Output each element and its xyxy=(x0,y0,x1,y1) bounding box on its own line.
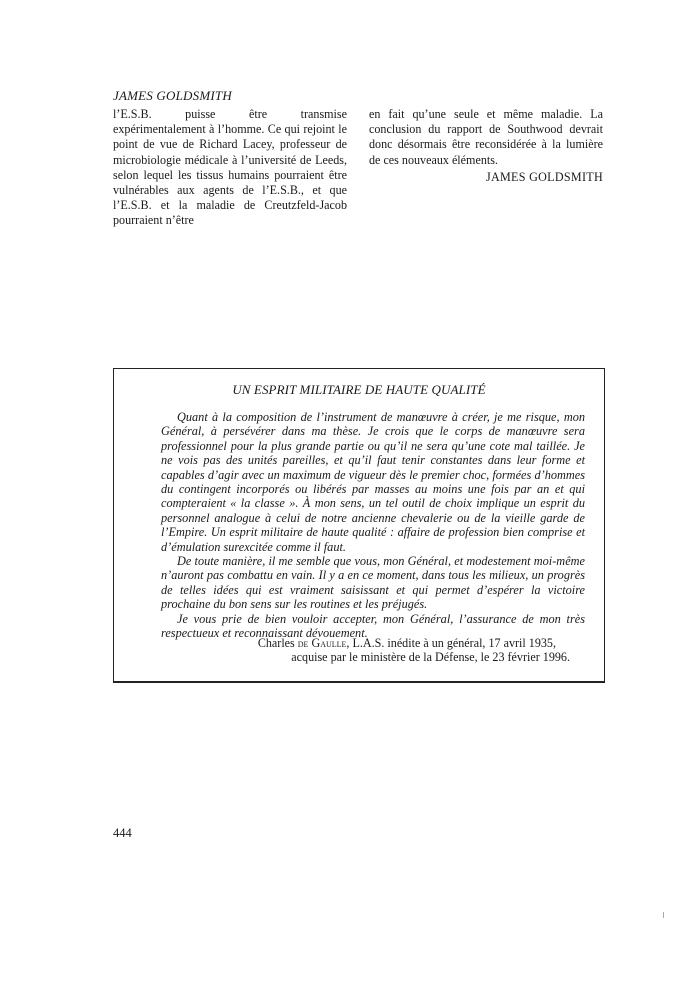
box-paragraph: Je vous prie de bien vouloir accepter, mon Général, l’assurance de mon très respectueux et reconnaissant dévouement. xyxy=(161,611,585,641)
citation-prefix: Charles xyxy=(257,636,298,650)
box-title: UN ESPRIT MILITAIRE DE HAUTE QUALITÉ xyxy=(232,382,486,397)
article-left-column xyxy=(113,107,347,229)
box-paragraph: De toute manière, il me semble que vous, mon Général, et modestement moi-même n’auront pas combattu en vain. Il y a en ce moment, dans tous les milieux, un progrès de telles idées qui est vraiment saisissant et qui permet d’espérer la victoire prochaine du bon sens sur les routines et les préjugés. xyxy=(161,554,585,612)
margin-mark xyxy=(663,912,664,918)
running-head: JAMES GOLDSMITH xyxy=(113,88,232,103)
box-paragraph: Quant à la composition de l’instrument de manœuvre à créer, je me risque, mon Général, à persévérer dans ma thèse. Je crois que le corps de manœuvre sera professionnel pour la plus grande partie ou qu’il ne sera qu’une cote mal taillée. Je ne vois pas des unités pareilles, et qu’il faut tenir constantes dans leur forme et capables d’agir avec un maximum de vigueur dès le premier choc, formées d’hommes du contingent incorporés ou libérés par masses au moins une fois par an et qui compteraient « la classe ». À mon sens, un tel outil de choix implique un esprit du personnel analogue à celui de notre ancienne chevalerie ou de la vieille garde de l’Empire. Un esprit militaire de haute qualité : affaire de profession bien comprise et d’émulation surexcitée comme il faut. xyxy=(161,410,585,554)
box-body xyxy=(161,410,585,641)
article-right-column xyxy=(369,107,603,185)
citation-line-1 xyxy=(258,636,570,650)
citation-author: de Gaulle xyxy=(297,636,347,650)
page-number: 444 xyxy=(113,826,132,840)
citation xyxy=(258,636,570,665)
left-column-text: l’E.S.B. puisse être transmise expérimentalement à l’homme. Ce qui rejoint le point de vue de Richard Lacey, professeur de microbiologie médicale à l’université de Leeds, selon lequel les tissus humains pourraient être vulnérables aux agents de l’E.S.B., et que l’E.S.B. et la maladie de Creutzfeld-Jacob pourraient n’être xyxy=(113,107,347,228)
article-signature: JAMES GOLDSMITH xyxy=(485,169,603,184)
citation-line-2: acquise par le ministère de la Défense, le 23 février 1996. xyxy=(291,650,570,665)
citation-line-1-rest: , L.A.S. inédite à un général, 17 avril 1935, xyxy=(346,636,556,650)
right-column-text: en fait qu’une seule et même maladie. La conclusion du rapport de Southwood devrait donc désormais être reconsidérée à la lumière de ces nouveaux éléments. xyxy=(369,107,603,167)
quote-box xyxy=(113,368,605,683)
